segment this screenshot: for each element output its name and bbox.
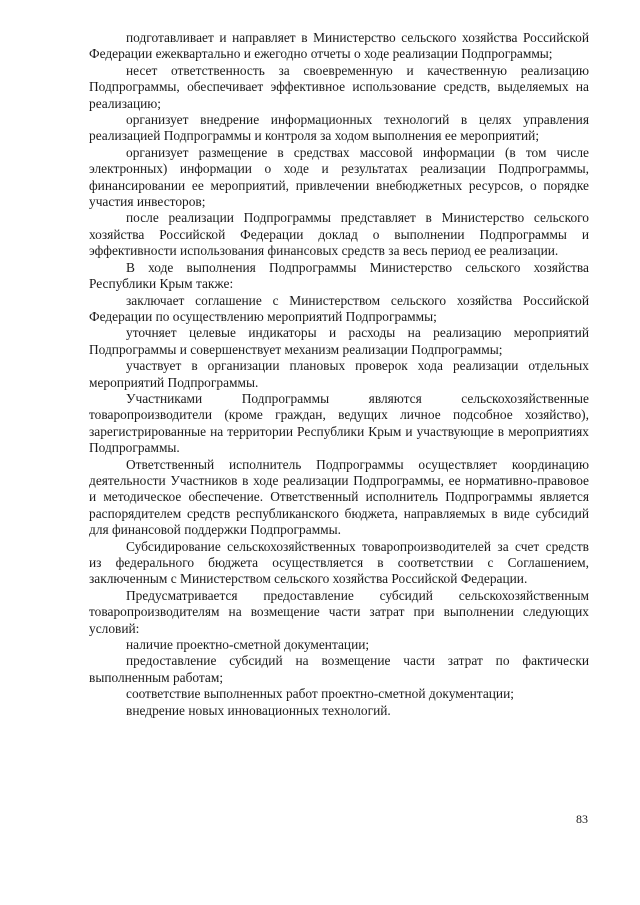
paragraph: несет ответственность за своевременную и качественную реализацию Подпрограммы, обеспечивает эффективное использование средств, выделяемых на реализацию; — [89, 62, 589, 111]
paragraph: В ходе выполнения Подпрограммы Министерство сельского хозяйства Республики Крым также: — [89, 259, 589, 292]
paragraph: наличие проектно-сметной документации; — [126, 637, 370, 653]
paragraph: после реализации Подпрограммы представляет в Министерство сельского хозяйства Российской Федерации доклад о выполнении Подпрограммы и эффективности использования финансовых средств за весь период ее реализации. — [89, 210, 589, 259]
paragraph: внедрение новых инновационных технологий. — [126, 702, 391, 718]
paragraph: Ответственный исполнитель Подпрограммы осуществляет координацию деятельности Участников в ходе реализации Подпрограммы, ее нормативно-правовое и методическое обеспечение. Ответственный исполнитель Подпрограммы является распорядителем средств республиканского бюджета, направляемых в виде субсидий для финансовой поддержки Подпрограммы. — [89, 456, 589, 538]
paragraph: участвует в организации плановых проверок хода реализации отдельных мероприятий Подпрограммы. — [89, 358, 589, 390]
paragraph: уточняет целевые индикаторы и расходы на реализацию мероприятий Подпрограммы и совершенствует механизм реализации Подпрограммы; — [89, 325, 589, 357]
paragraph: Предусматривается предоставление субсидий сельскохозяйственным товаропроизводителям на возмещение части затрат при выполнении следующих условий: — [89, 587, 589, 636]
paragraph: предоставление субсидий на возмещение части затрат по фактически выполненным работам; — [89, 653, 589, 685]
paragraph: организует внедрение информационных технологий в целях управления реализацией Подпрограммы и контроля за ходом выполнения ее мероприятий; — [89, 112, 589, 144]
paragraph: заключает соглашение с Министерством сельского хозяйства Российской Федерации по осуществлению мероприятий Подпрограммы; — [89, 292, 589, 324]
document-body — [89, 30, 589, 719]
paragraph: Участниками Подпрограммы являются сельскохозяйственные товаропроизводители (кроме граждан, ведущих личное подсобное хозяйство), зарегистрированные на территории Республики Крым и участвующие в мероприятиях Подпрограммы. — [89, 390, 589, 456]
paragraph: организует размещение в средствах массовой информации (в том числе электронных) информации о ходе и результатах реализации Подпрограммы, финансировании ее мероприятий, привлечении внебюджетных ресурсов, о порядке участия инвесторов; — [89, 144, 589, 210]
page-number: 83 — [576, 812, 588, 826]
paragraph: подготавливает и направляет в Министерство сельского хозяйства Российской Федерации ежеквартально и ежегодно отчеты о ходе реализации Подпрограммы; — [89, 30, 589, 62]
paragraph: соответствие выполненных работ проектно-сметной документации; — [126, 686, 514, 702]
paragraph: Субсидирование сельскохозяйственных товаропроизводителей за счет средств из федерального бюджета осуществляется в соответствии с Соглашением, заключенным с Министерством сельского хозяйства Российской Федерации. — [89, 538, 589, 587]
